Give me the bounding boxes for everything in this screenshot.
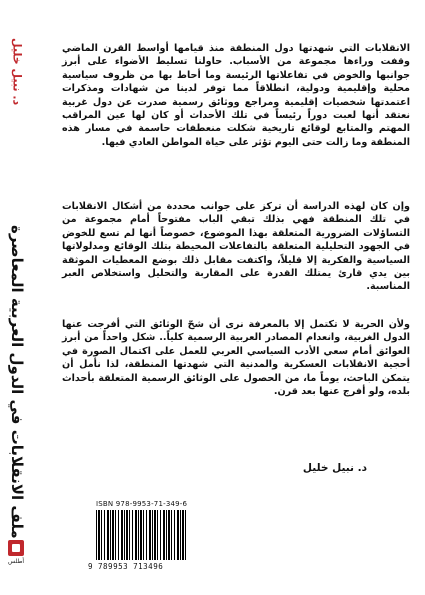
barcode-digits: 9 789953 713496: [88, 562, 164, 571]
publisher-logo-icon: [8, 540, 24, 556]
blurb-paragraph-3: ولأن الحرية لا تكتمل إلا بالمعرفة نرى أن شحّ الوثائق التي أفرجت عنها الدول الغربية، وانعدام المصادر العربية الرسمية كلياً.. شكل واحداً من أبرز العوائق أمام سعي الأدب السياسي العربي للعمل على اكتمال الصورة في أحجية الانقلابات العسكرية والمدنية التي شهدتها المنطقة، لذا نأمل أن يتمكن الباحث، يوماً ما، من الحصول على الوثائق الرسمية المتعلقة بأحداث بلده، ولو أفرج عنها بعد قرن.: [62, 319, 410, 398]
publisher-label: أطلس: [7, 558, 25, 565]
spine-title: ملف الانقلابات في الدول العربية المعاصرة: [8, 225, 26, 539]
blurb-paragraph-2: وإن كان لهذه الدراسة أن تركز على جوانب محددة من أشكال الانقلابات في تلك المنطقة فهي بذلك تبقي الباب مفتوحاً أمام مجموعة من التساؤلات الضرورية المتعلقة بهذا الموضوع، خصوصاً أنها لم تسع للخوض في الجهود التحليلية المتعلقة بالتفاعلات المحيطة بتلك الوقائع ومدلولاتها السياسية والفكرية إلا قليلاً، واكتفت مقابل ذلك بوضع المعطيات الموثقة بين يدي قارئ يمتلك القدرة على المقاربة والتحليل واستخلاص العبر المناسبة.: [62, 201, 410, 293]
book-spine: [0, 0, 35, 595]
barcode-icon: [96, 510, 188, 560]
spine-title-block: [2, 225, 32, 539]
spine-author: د. نبيل خليل: [10, 38, 24, 106]
publisher-logo: [6, 540, 26, 568]
back-cover: [34, 0, 425, 595]
blurb-paragraph-1: الانقلابات التي شهدتها دول المنطقة منذ قيامها أواسط القرن الماضي وقفت وراءها مجموعة من الأسباب. حاولنا تسليط الأضواء على أبرز جوانبها والخوض في تفاعلاتها الرئيسة وما أحاط بها من ظروف سياسية محلية وإقليمية ودولية، انطلاقاً مما توفر لدينا من شهادات ومذكرات اعتمدتها شخصيات إقليمية ومراجع ووثائق رسمية صدرت عن دول غربية نعتقد أنها لعبت دوراً رئيساً في تلك الأحداث أو كان لها عين المراقب المهتم والمتابع لوقائع تاريخية شكلت منعطفات حاسمة في مسار هذه المنطقة وما زالت حتى اليوم تؤثر على حياة المواطن العادي فيها.: [62, 43, 410, 148]
spine-author-block: [2, 38, 32, 168]
isbn-label: ISBN 978-9953-71-349-6: [96, 500, 188, 508]
author-signature: د. نبيل خليل: [302, 462, 367, 474]
